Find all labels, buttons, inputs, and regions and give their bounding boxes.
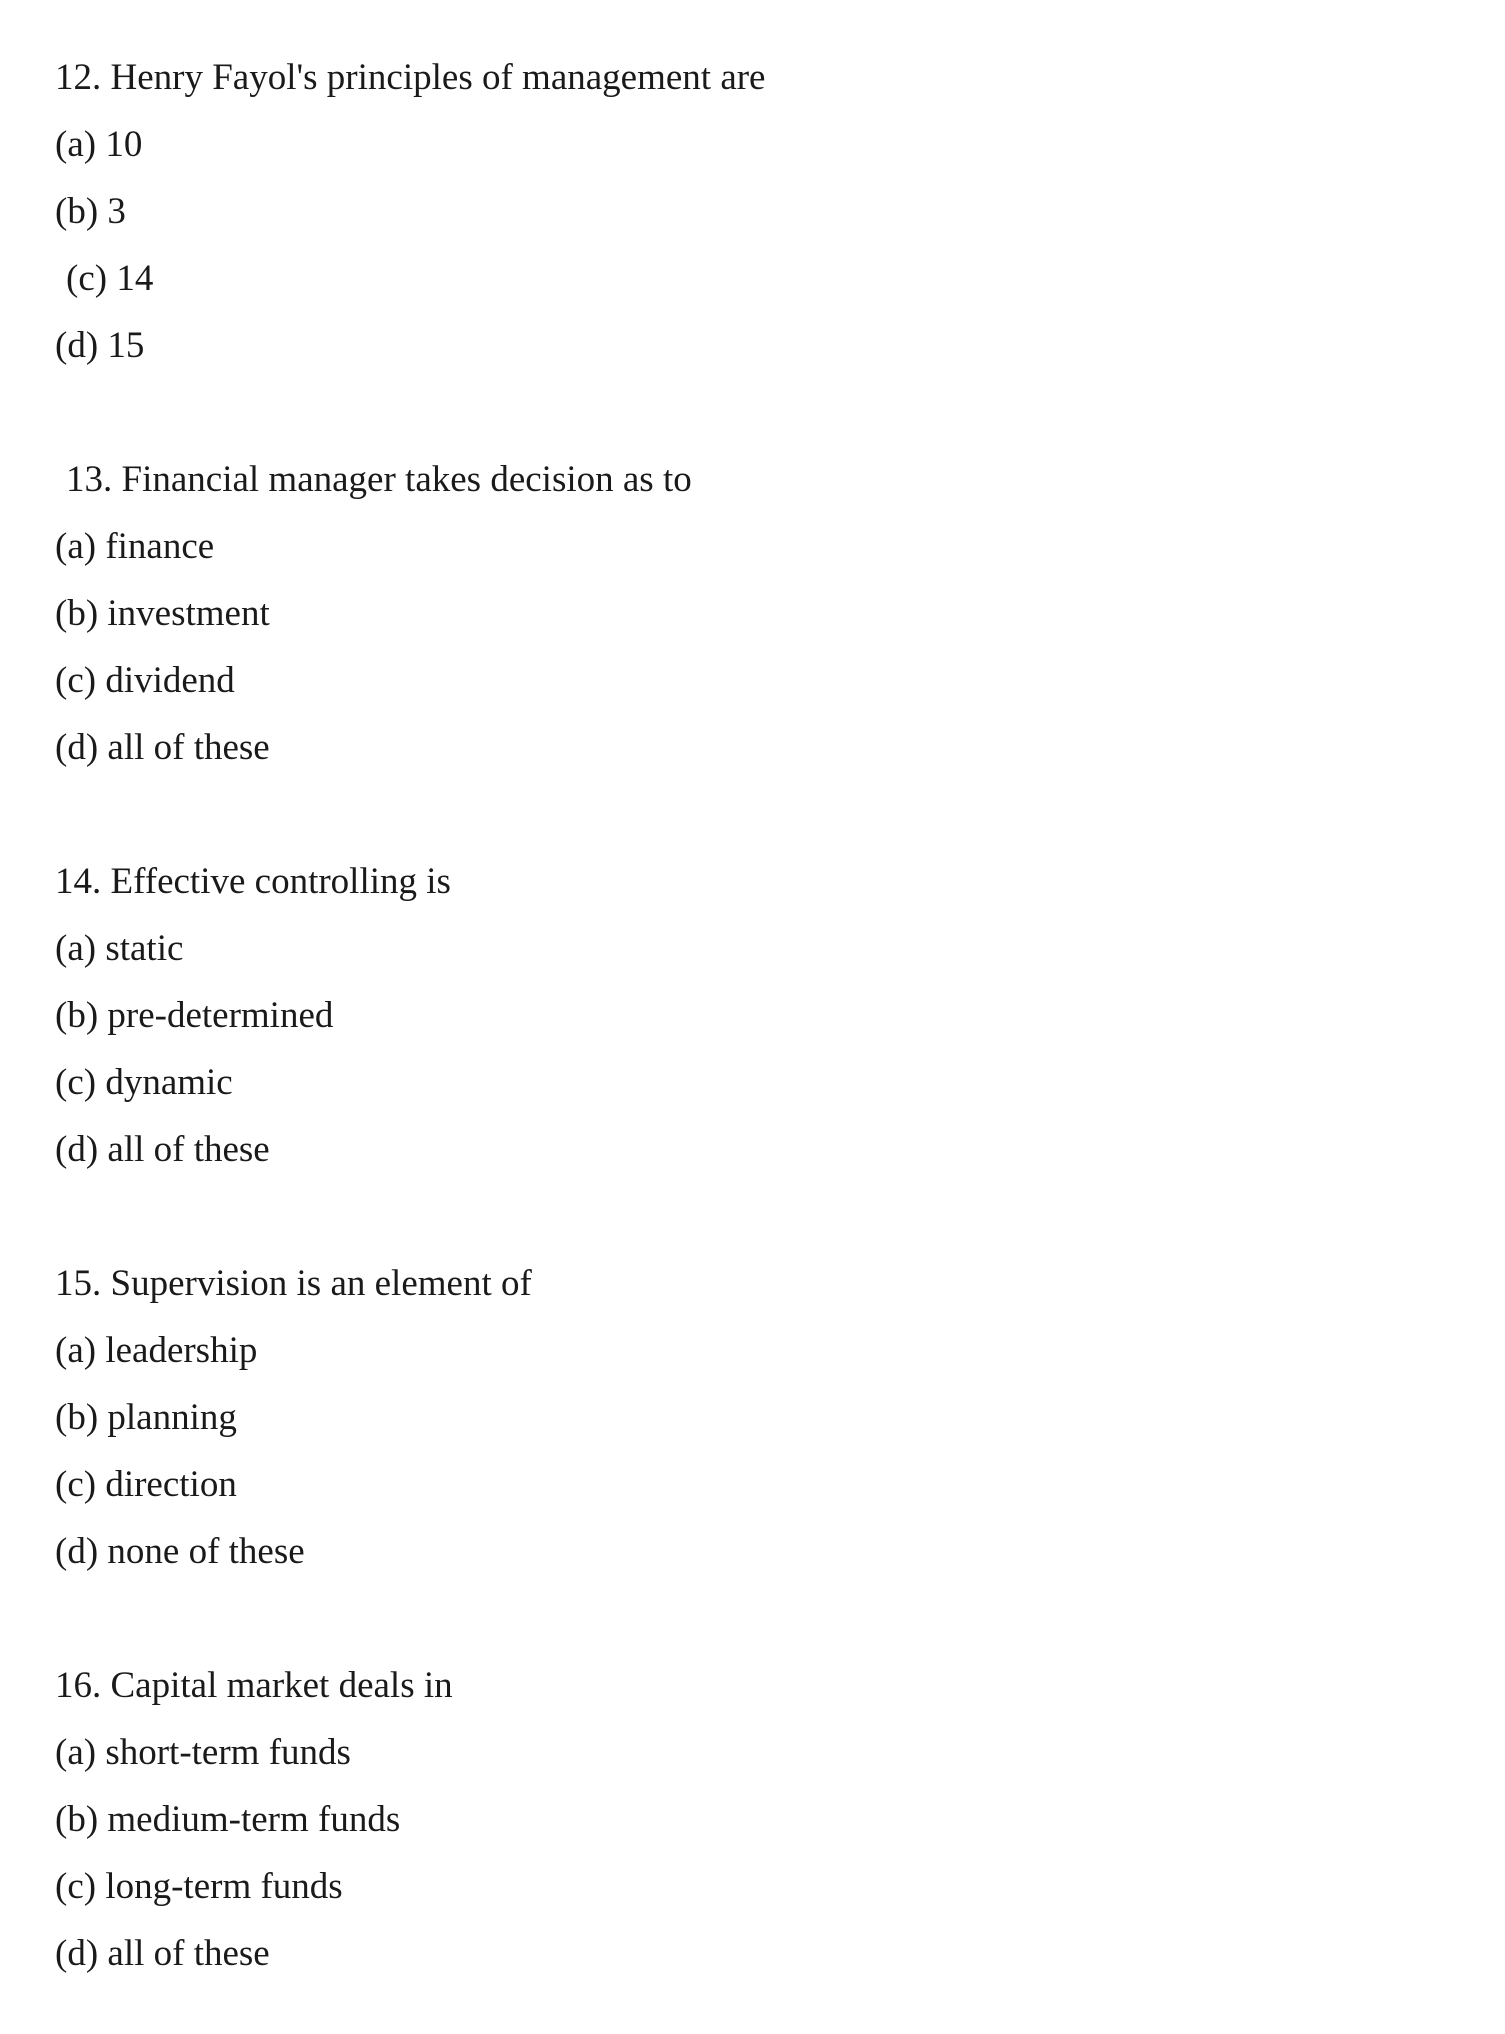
option-c: (c) 14 (66, 258, 154, 299)
question-stem: 15. Supervision is an element of (55, 1263, 532, 1304)
question-16 (55, 1652, 1355, 1987)
option-b: (b) 3 (55, 191, 126, 232)
question-stem: 12. Henry Fayol's principles of management are (55, 57, 766, 98)
option-b: (b) pre-determined (55, 995, 334, 1036)
option-d: (d) all of these (55, 1129, 270, 1170)
question-stem: 14. Effective controlling is (55, 861, 451, 902)
option-c: (c) dividend (55, 660, 235, 701)
option-b: (b) investment (55, 593, 270, 634)
question-15 (55, 1250, 1355, 1585)
option-a: (a) static (55, 928, 184, 969)
option-c: (c) dynamic (55, 1062, 233, 1103)
option-b: (b) planning (55, 1397, 237, 1438)
option-d: (d) all of these (55, 1933, 270, 1974)
option-a: (a) finance (55, 526, 215, 567)
question-12 (55, 44, 1355, 379)
option-d: (d) 15 (55, 325, 145, 366)
option-c: (c) long-term funds (55, 1866, 343, 1907)
option-d: (d) none of these (55, 1531, 305, 1572)
option-d: (d) all of these (55, 727, 270, 768)
option-a: (a) 10 (55, 124, 143, 165)
option-a: (a) leadership (55, 1330, 258, 1371)
question-stem: 16. Capital market deals in (55, 1665, 453, 1706)
option-b: (b) medium-term funds (55, 1799, 401, 1840)
question-stem: 13. Financial manager takes decision as to (66, 459, 692, 500)
option-a: (a) short-term funds (55, 1732, 351, 1773)
question-14 (55, 848, 1355, 1183)
option-c: (c) direction (55, 1464, 237, 1505)
question-13 (55, 446, 1355, 781)
